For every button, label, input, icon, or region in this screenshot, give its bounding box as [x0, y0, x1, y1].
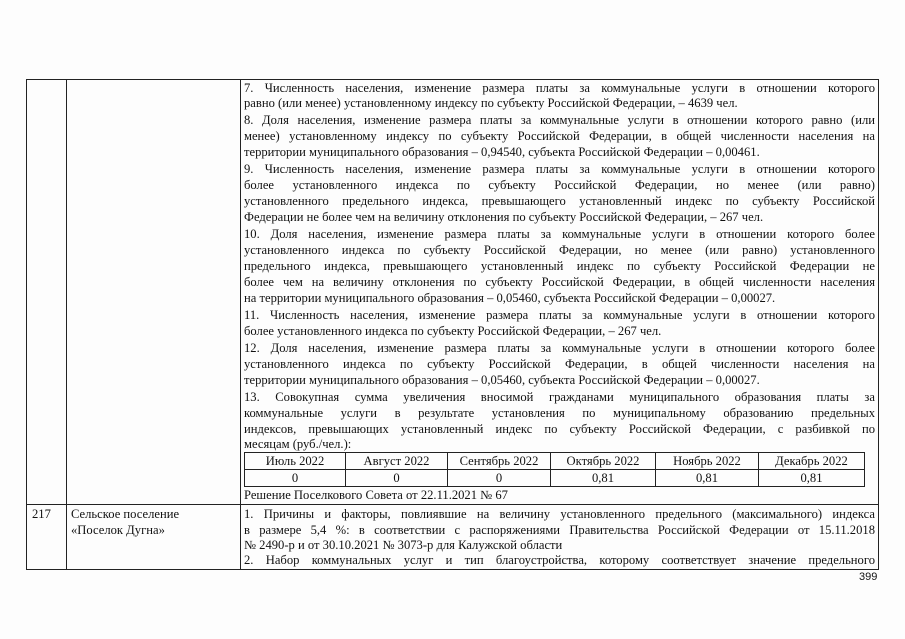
table-right-border	[878, 79, 879, 570]
paragraph-11-line-1: 11. Численность населения, изменение размера платы за коммунальные услуги в отношении которого	[244, 308, 875, 322]
paragraph-8-line-1: 8. Доля населения, изменение размера платы за коммунальные услуги в отношении которого равно (или	[244, 113, 875, 127]
paragraph-9-line-3: установленного предельного индекса, превышающего установленный индекс по субъекту Российской	[244, 194, 875, 208]
paragraph-7-line-1: 7. Численность населения, изменение размера платы за коммунальные услуги в отношении которого	[244, 81, 875, 95]
month-value-december: 0,81	[759, 470, 865, 487]
paragraph-12-line-1: 12. Доля населения, изменение размера платы за коммунальные услуги в отношении которого более	[244, 341, 875, 355]
paragraph-10-line-1: 10. Доля населения, изменение размера платы за коммунальные услуги в отношении которого более	[244, 227, 875, 241]
paragraph-10-line-3: предельного индекса, превышающего установленный индекс по субъекту Российской Федерации не	[244, 259, 875, 273]
table-bottom-border	[26, 569, 879, 570]
paragraph-13-line-1: 13. Совокупная сумма увеличения вносимой гражданами муниципального образования платы за	[244, 390, 875, 404]
month-value-october: 0,81	[551, 470, 656, 487]
month-header-october: Октябрь 2022	[551, 453, 656, 470]
row-217-line-3: № 2490-р и от 30.10.2021 № 3073-р для Калужской области	[244, 538, 563, 552]
paragraph-13-line-2: коммунальные услуги в результате установления по муниципальному образованию предельных	[244, 406, 875, 420]
month-value-august: 0	[346, 470, 448, 487]
column-divider-2	[240, 79, 241, 570]
month-header-august: Август 2022	[346, 453, 448, 470]
table-left-border	[26, 79, 27, 570]
municipality-name-line-1: Сельское поселение	[71, 507, 180, 521]
paragraph-12-line-2: установленного индекса по субъекту Российской Федерации, в общей численности населения на	[244, 357, 875, 371]
paragraph-13-line-3: индексов, превышающих установленный индекс по субъекту Российской Федерации, с разбивкой по	[244, 422, 875, 436]
paragraph-10-line-2: установленного индекса по субъекту Российской Федерации, но менее (или равно) установленного	[244, 243, 875, 257]
monthly-table-header-row	[245, 453, 865, 470]
month-header-september: Сентябрь 2022	[448, 453, 551, 470]
row-217-line-4: 2. Набор коммунальных услуг и тип благоустройства, которому соответствует значение предельного	[244, 553, 875, 567]
row-number: 217	[32, 507, 51, 521]
municipality-name-line-2: «Поселок Дугна»	[71, 523, 165, 537]
paragraph-12-line-3: территории муниципального образования – 0,05460, субъекта Российской Федерации – 0,00027.	[244, 373, 760, 387]
paragraph-9-line-1: 9. Численность населения, изменение размера платы за коммунальные услуги в отношении которого	[244, 162, 875, 176]
monthly-increase-table	[244, 452, 865, 487]
decision-reference: Решение Поселкового Совета от 22.11.2021 № 67	[244, 488, 508, 502]
column-divider-1	[66, 79, 67, 570]
month-header-december: Декабрь 2022	[759, 453, 865, 470]
row-217-line-2: в размере 5,4 %: в соответствии с распоряжениями Правительства Российской Федерации от 15.11.2018	[244, 523, 875, 537]
monthly-table-value-row	[245, 470, 865, 487]
table-top-border	[26, 79, 879, 80]
page-number: 399	[859, 571, 878, 583]
month-header-november: Ноябрь 2022	[656, 453, 759, 470]
month-value-september: 0	[448, 470, 551, 487]
paragraph-7-line-2: равно (или менее) установленному индексу по субъекту Российской Федерации, – 4639 чел.	[244, 96, 738, 110]
month-value-november: 0,81	[656, 470, 759, 487]
paragraph-10-line-5: на территории муниципального образования – 0,05460, субъекта Российской Федерации – 0,00027.	[244, 291, 776, 305]
paragraph-8-line-3: территории муниципального образования – 0,94540, субъекта Российской Федерации – 0,00461.	[244, 145, 760, 159]
paragraph-9-line-2: более установленного индекса по субъекту Российской Федерации, но менее (или равно)	[244, 178, 875, 192]
paragraph-11-line-2: более установленного индекса по субъекту Российской Федерации, – 267 чел.	[244, 324, 662, 338]
paragraph-8-line-2: менее) установленному индексу по субъекту Российской Федерации, в общей численности населения на	[244, 129, 875, 143]
paragraph-9-line-4: Федерации не более чем на величину отклонения по субъекту Российской Федерации, – 267 чел.	[244, 210, 764, 224]
month-value-july: 0	[245, 470, 346, 487]
paragraph-13-line-4: месяцам (руб./чел.):	[244, 437, 352, 451]
row-divider	[26, 504, 879, 505]
paragraph-10-line-4: более чем на величину отклонения по субъекту Российской Федерации, в общей численности населения	[244, 275, 875, 289]
row-217-line-1: 1. Причины и факторы, повлиявшие на величину установленного предельного (максимального) индекса	[244, 507, 875, 521]
month-header-july: Июль 2022	[245, 453, 346, 470]
